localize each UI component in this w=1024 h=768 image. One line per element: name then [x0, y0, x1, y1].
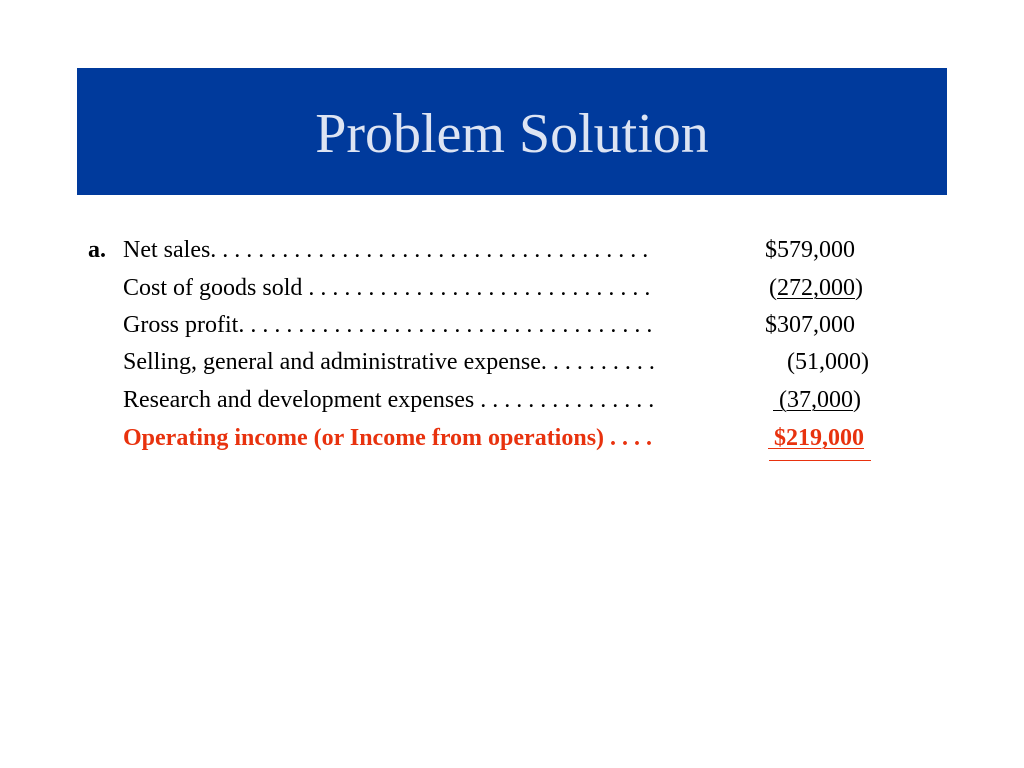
row-label: Research and development expenses . . . . . . . . . . . . . . .	[123, 387, 655, 413]
row-amount	[768, 422, 864, 454]
amount-close-paren: )	[853, 387, 861, 413]
row-label: Cost of goods sold . . . . . . . . . . . . . . . . . . . . . . . . . . . . .	[123, 275, 651, 301]
slide-title: Problem Solution	[315, 103, 709, 165]
part-label: a.	[88, 237, 106, 263]
row-label: Selling, general and administrative expense. . . . . . . . . .	[123, 349, 655, 375]
row-label: Gross profit. . . . . . . . . . . . . . . . . . . . . . . . . . . . . . . . . . .	[123, 312, 653, 338]
row-amount: $307,000	[765, 312, 855, 338]
row-amount	[773, 384, 861, 416]
row-label: Operating income (or Income from operations) . . . .	[123, 425, 653, 451]
row-amount: (51,000)	[787, 349, 869, 375]
row-label: Net sales. . . . . . . . . . . . . . . . . . . . . . . . . . . . . . . . . . . . .	[123, 237, 649, 263]
amount-underlined: $219,000	[768, 425, 864, 451]
title-banner	[77, 68, 947, 195]
amount-underlined: (37,000	[773, 387, 853, 413]
row-amount	[769, 272, 863, 304]
amount-open-paren: (	[769, 275, 777, 301]
double-underline	[769, 460, 871, 461]
amount-close-paren: )	[855, 275, 863, 301]
amount-underlined: 272,000	[777, 275, 855, 301]
row-amount: $579,000	[765, 237, 855, 263]
